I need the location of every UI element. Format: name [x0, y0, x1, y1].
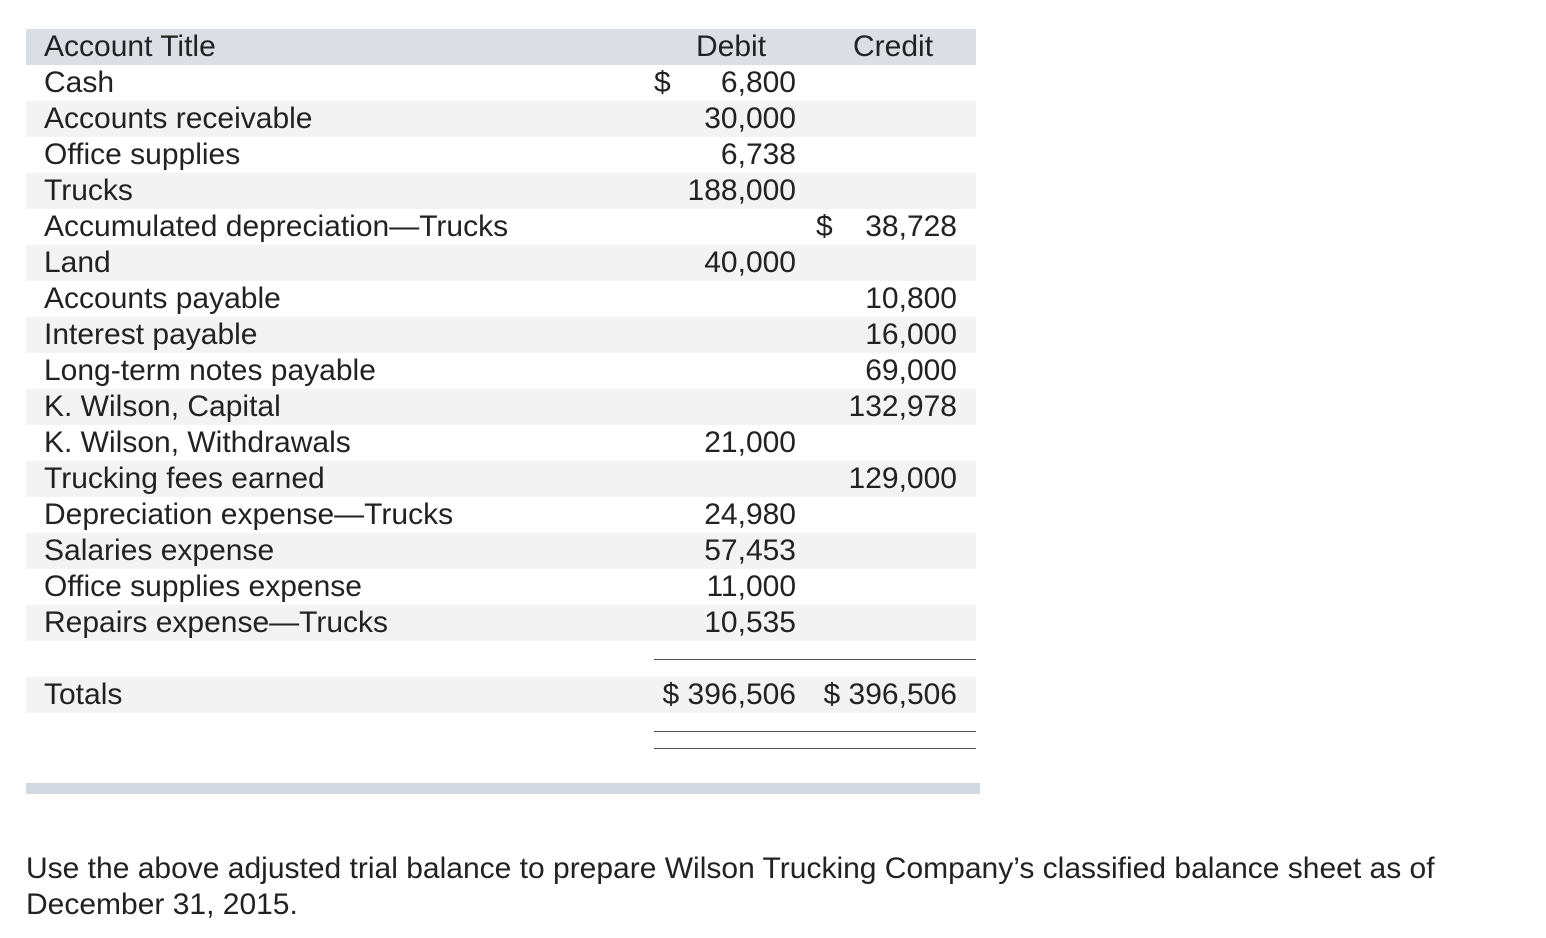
- table-row: [26, 389, 976, 425]
- table-row: [26, 245, 976, 281]
- account-title-cell: Cash: [44, 66, 115, 99]
- table-row: [26, 281, 976, 317]
- table-row: [26, 425, 976, 461]
- table-header-row: [26, 29, 976, 65]
- totals-double-rule-bottom: [654, 748, 976, 749]
- credit-amount-cell: 129,000: [848, 462, 957, 495]
- debit-amount-cell: 24,980: [704, 498, 796, 531]
- credit-currency-sign: $: [816, 210, 833, 243]
- credit-amount-cell: 132,978: [848, 390, 957, 423]
- totals-row: [26, 677, 976, 713]
- table-row: [26, 461, 976, 497]
- account-title-cell: Long-term notes payable: [44, 354, 376, 387]
- table-row: [26, 353, 976, 389]
- debit-amount-cell: 40,000: [704, 246, 796, 279]
- table-row: [26, 533, 976, 569]
- account-title-cell: K. Wilson, Withdrawals: [44, 426, 351, 459]
- totals-debit: $ 396,506: [662, 678, 796, 711]
- header-credit: Credit: [853, 30, 934, 63]
- totals-label: Totals: [44, 678, 123, 711]
- credit-amount-cell: 10,800: [865, 282, 957, 315]
- totals-top-rule: [654, 659, 976, 660]
- account-title-cell: Accounts receivable: [44, 102, 313, 135]
- table-row: [26, 497, 976, 533]
- table-row: [26, 569, 976, 605]
- account-title-cell: Office supplies: [44, 138, 241, 171]
- account-title-cell: Trucks: [44, 174, 133, 207]
- table-body: [26, 65, 976, 641]
- table-row: [26, 137, 976, 173]
- debit-currency-sign: $: [654, 66, 671, 99]
- credit-amount-cell: 38,728: [865, 210, 957, 243]
- footer-divider-bar: [26, 783, 980, 794]
- debit-amount-cell: 57,453: [704, 534, 796, 567]
- debit-amount-cell: 30,000: [704, 102, 796, 135]
- account-title-cell: Interest payable: [44, 318, 258, 351]
- credit-amount-cell: 16,000: [865, 318, 957, 351]
- account-title-cell: Accumulated depreciation—Trucks: [44, 210, 509, 243]
- debit-amount-cell: 6,800: [720, 66, 796, 99]
- debit-amount-cell: 188,000: [687, 174, 796, 207]
- table-row: [26, 605, 976, 641]
- header-debit: Debit: [696, 30, 767, 63]
- debit-amount-cell: 10,535: [704, 606, 796, 639]
- totals-double-rule-top: [654, 731, 976, 732]
- trial-balance-table: [26, 29, 976, 641]
- account-title-cell: Accounts payable: [44, 282, 281, 315]
- table-row: [26, 65, 976, 101]
- account-title-cell: Land: [44, 246, 111, 279]
- account-title-cell: Salaries expense: [44, 534, 275, 567]
- credit-amount-cell: 69,000: [865, 354, 957, 387]
- header-account-title: Account Title: [44, 30, 216, 63]
- table-row: [26, 173, 976, 209]
- table-row: [26, 317, 976, 353]
- account-title-cell: Office supplies expense: [44, 570, 362, 603]
- account-title-cell: Depreciation expense—Trucks: [44, 498, 454, 531]
- table-row: [26, 101, 976, 137]
- debit-amount-cell: 21,000: [704, 426, 796, 459]
- debit-amount-cell: 6,738: [720, 138, 796, 171]
- debit-amount-cell: 11,000: [706, 570, 796, 603]
- instructions-text: Use the above adjusted trial balance to prepare Wilson Trucking Company’s classified balance sheet as of December 31, 2015.: [26, 852, 1435, 921]
- account-title-cell: K. Wilson, Capital: [44, 390, 281, 423]
- table-row: [26, 209, 976, 245]
- totals-credit: $ 396,506: [823, 678, 957, 711]
- account-title-cell: Repairs expense—Trucks: [44, 606, 389, 639]
- account-title-cell: Trucking fees earned: [44, 462, 325, 495]
